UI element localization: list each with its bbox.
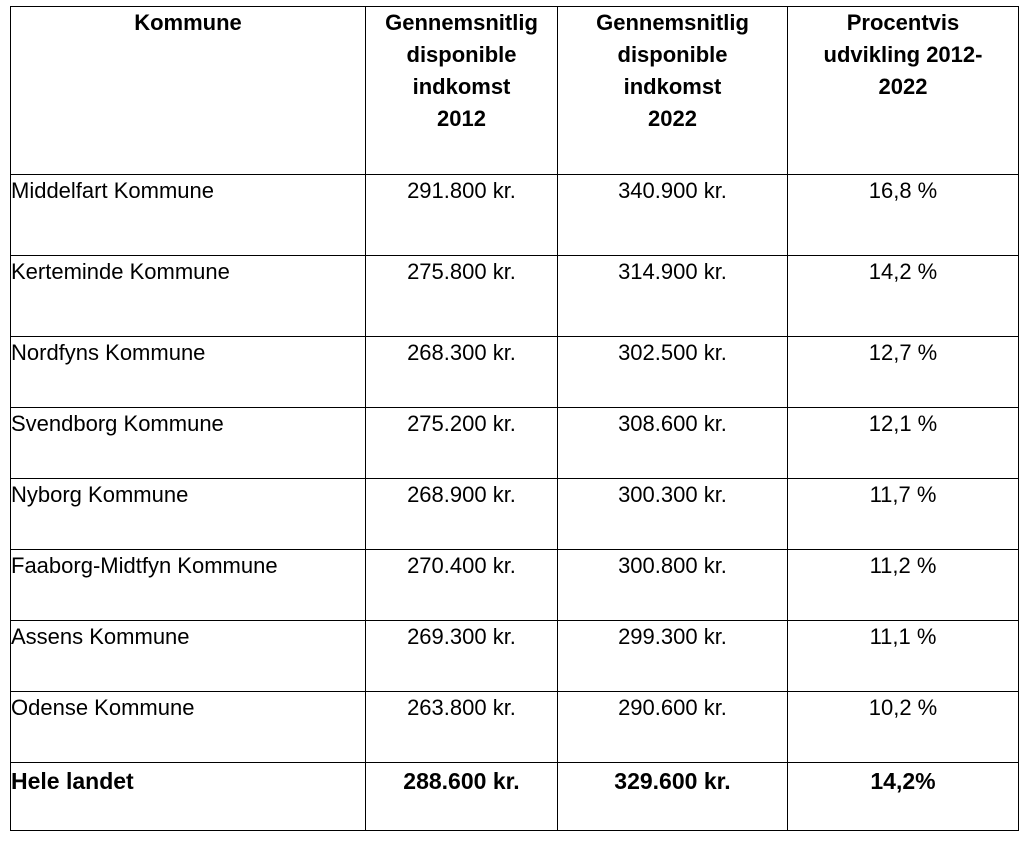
cell-change: 10,2 % [788, 692, 1019, 763]
cell-income-2012: 268.900 kr. [366, 479, 558, 550]
cell-income-2012: 268.300 kr. [366, 337, 558, 408]
cell-income-2022: 340.900 kr. [558, 175, 788, 256]
table-row [11, 621, 1019, 692]
cell-kommune: Middelfart Kommune [11, 175, 366, 256]
header-line: Gennemsnitlig [596, 10, 749, 35]
cell-income-2012: 275.800 kr. [366, 256, 558, 337]
cell-kommune: Kerteminde Kommune [11, 256, 366, 337]
header-line: 2012 [437, 106, 486, 131]
cell-kommune: Svendborg Kommune [11, 408, 366, 479]
income-table [10, 6, 1019, 831]
header-line: disponible [406, 42, 517, 67]
header-line: indkomst [623, 74, 722, 99]
cell-change: 14,2 % [788, 256, 1019, 337]
table-total-row [11, 763, 1019, 831]
cell-income-2012: 270.400 kr. [366, 550, 558, 621]
cell-income-2012: 275.200 kr. [366, 408, 558, 479]
cell-income-2022: 314.900 kr. [558, 256, 788, 337]
header-line: Gennemsnitlig [385, 10, 538, 35]
table-row [11, 479, 1019, 550]
cell-kommune: Assens Kommune [11, 621, 366, 692]
cell-income-2022: 300.800 kr. [558, 550, 788, 621]
header-line: 2022 [878, 74, 928, 99]
cell-change: 12,1 % [788, 408, 1019, 479]
header-kommune [11, 7, 366, 175]
cell-change-total: 14,2% [788, 763, 1019, 831]
cell-income-2022: 290.600 kr. [558, 692, 788, 763]
cell-kommune-total: Hele landet [11, 763, 366, 831]
header-change [788, 7, 1019, 175]
header-income-2012 [366, 7, 558, 175]
header-line: Procentvis [846, 10, 960, 35]
cell-income-2022: 302.500 kr. [558, 337, 788, 408]
cell-change: 11,7 % [788, 479, 1019, 550]
cell-income-2022: 299.300 kr. [558, 621, 788, 692]
header-income-2022 [558, 7, 788, 175]
cell-kommune: Odense Kommune [11, 692, 366, 763]
cell-kommune: Nordfyns Kommune [11, 337, 366, 408]
cell-income-2012-total: 288.600 kr. [366, 763, 558, 831]
cell-change: 11,2 % [788, 550, 1019, 621]
cell-income-2012: 263.800 kr. [366, 692, 558, 763]
table-row [11, 256, 1019, 337]
cell-income-2012: 269.300 kr. [366, 621, 558, 692]
header-line: Kommune [134, 10, 242, 35]
cell-income-2022-total: 329.600 kr. [558, 763, 788, 831]
cell-change: 11,1 % [788, 621, 1019, 692]
header-line: udvikling 2012- [823, 42, 983, 67]
cell-kommune: Faaborg-Midtfyn Kommune [11, 550, 366, 621]
cell-income-2022: 308.600 kr. [558, 408, 788, 479]
table-header-row [11, 7, 1019, 175]
cell-change: 16,8 % [788, 175, 1019, 256]
table-row [11, 337, 1019, 408]
header-line: 2022 [648, 106, 697, 131]
cell-change: 12,7 % [788, 337, 1019, 408]
cell-kommune: Nyborg Kommune [11, 479, 366, 550]
table-row [11, 692, 1019, 763]
header-line: disponible [617, 42, 728, 67]
cell-income-2022: 300.300 kr. [558, 479, 788, 550]
header-line: indkomst [412, 74, 511, 99]
table-row [11, 408, 1019, 479]
table-row [11, 175, 1019, 256]
cell-income-2012: 291.800 kr. [366, 175, 558, 256]
table-row [11, 550, 1019, 621]
